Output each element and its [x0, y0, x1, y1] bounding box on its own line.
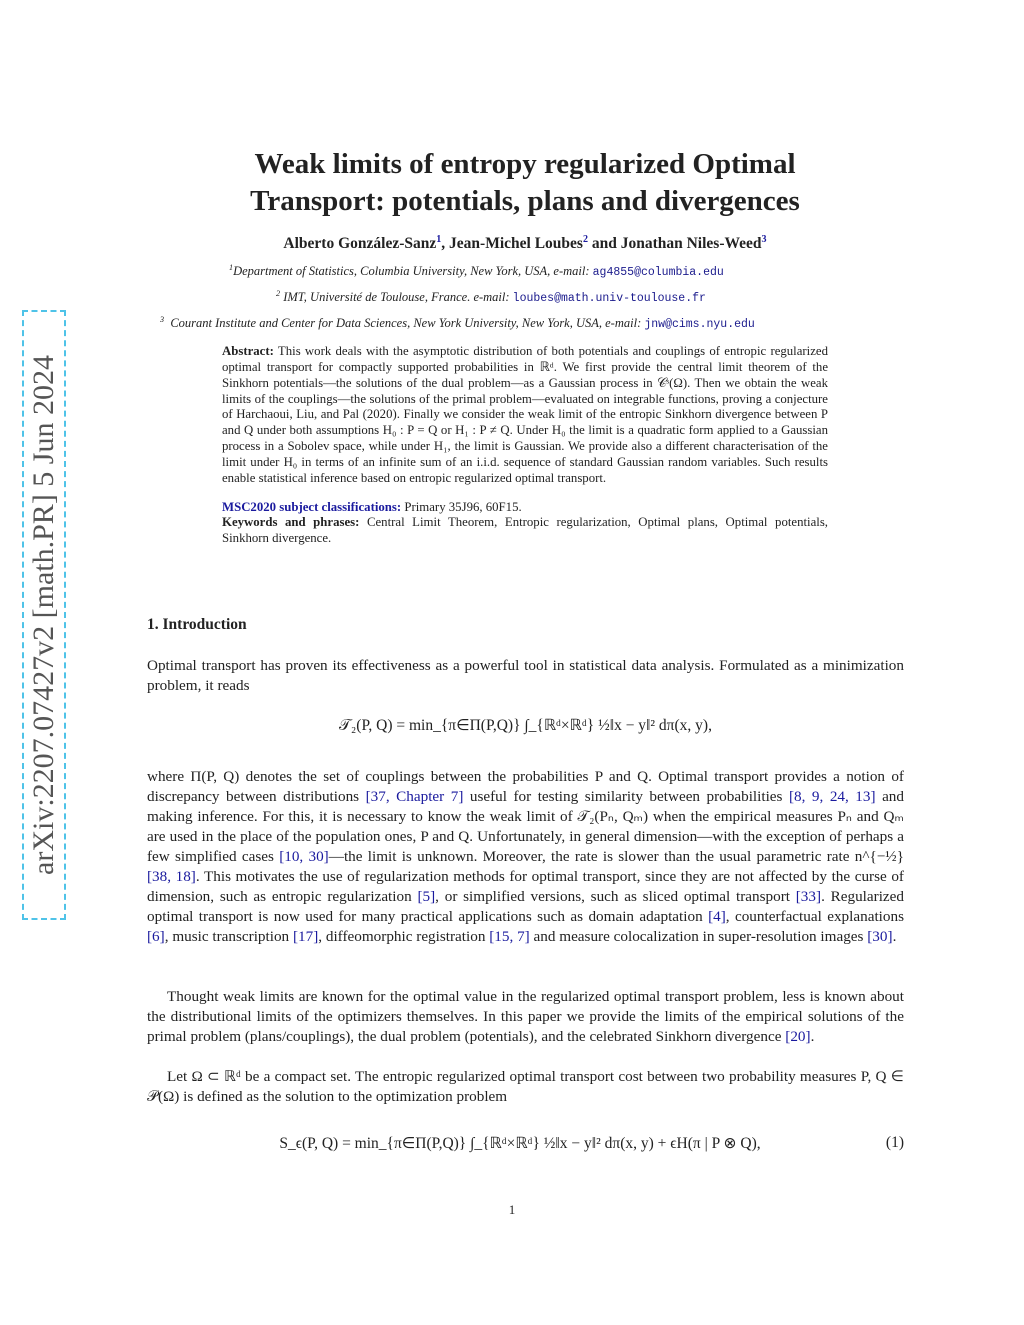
page-number: 1 — [508, 1202, 516, 1217]
email-link[interactable]: loubes@math.univ-toulouse.fr — [512, 292, 706, 306]
text-run: —the limit is unknown. Moreover, the rate is slower than the usual parametric rate n^{−½} — [328, 848, 904, 865]
text-run: , music transcription — [164, 928, 293, 945]
affiliation-2 — [276, 289, 706, 305]
title-line-2: Transport: potentials, plans and divergences — [250, 185, 800, 217]
msc-label[interactable]: MSC2020 subject classifications: — [222, 499, 402, 514]
equation-number: (1) — [885, 1134, 904, 1151]
text-run: , counterfactual explanations — [725, 908, 904, 925]
equation-entropic-ot: S_ϵ(P, Q) = min_{π∈Π(P,Q)} ∫_{ℝᵈ×ℝᵈ} ½‖x − y‖² dπ(x, y) + ϵH(π | P ⊗ Q), — [279, 1135, 761, 1152]
text-run: . — [892, 928, 897, 945]
arxiv-stamp-text: arXiv:2207.07427v2 [math.PR] 5 Jun 2024 — [27, 355, 60, 875]
text-run: and measure colocalization in super-resolution images — [529, 928, 868, 945]
citation-link[interactable]: [8, 9, 24, 13] — [788, 788, 876, 805]
citation-link[interactable]: [4] — [708, 908, 726, 925]
author-separator: and — [587, 235, 621, 253]
citation-link[interactable]: [30] — [867, 928, 893, 945]
author-name: Jonathan Niles-Weed — [620, 235, 762, 253]
affiliation-mark: 3 — [160, 315, 165, 324]
arxiv-stamp — [22, 310, 66, 920]
citation-link[interactable]: [37, Chapter 7] — [365, 788, 464, 805]
citation-link[interactable]: [5] — [417, 888, 436, 905]
abstract-text: This work deals with the asymptotic distribution of both potentials and couplings of entropic regularized optimal transport for compactly supported probabilities in ℝᵈ. We first provide the central limit theorem of the Sinkhorn potentials—the solutions of the dual problem—as a Gaussian process in 𝒞ˢ(Ω). Then we obtain the weak limits of the couplings—the solutions of the primal problem—evaluated on integrable functions, proving a conjecture of Harchaoui, Liu, and Pal (2020). Finally we consider the weak limit of the entropic Sinkhorn divergence between P and Q under both assumptions H₀ : P = Q or H₁ : P ≠ Q. Under H₀ the limit is a quadratic form applied to a Gaussian process in a Sobolev space, while under H₁, the limit is Gaussian. We provide also a different characterisation of the limit under H₀ in terms of an infinite sum of an i.i.d. sequence of standard Gaussian random variables. Such results enable statistical inference based on entropic regularized optimal transport. — [222, 344, 828, 485]
email-link[interactable]: ag4855@columbia.edu — [592, 266, 724, 280]
author-name: Jean-Michel Loubes — [449, 235, 583, 253]
affiliation-mark: 2 — [276, 289, 281, 298]
affiliation-text: Department of Statistics, Columbia University, New York, USA, e-mail: — [233, 264, 593, 279]
citation-link[interactable]: [10, 30] — [279, 848, 329, 865]
text-run: where Π(P, Q) denotes the set of couplings between the probabilities P and Q. Optimal transport provides a notion of discrepancy between distributions — [147, 768, 904, 805]
section-heading: 1. Introduction — [147, 616, 247, 633]
affiliation-mark: 1 — [229, 263, 234, 272]
paper-title — [150, 146, 900, 220]
citation-link[interactable]: [17] — [292, 928, 319, 945]
abstract — [222, 344, 828, 547]
citation-link[interactable]: [20] — [785, 1028, 811, 1045]
text-run: . Regularized optimal transport is now used for many practical applications such as domain adaptation — [147, 888, 904, 925]
author-mark[interactable]: 3 — [761, 234, 767, 245]
author-name: Alberto González-Sanz — [283, 235, 437, 253]
abstract-label: Abstract: — [222, 344, 274, 358]
author-list — [150, 234, 900, 253]
title-line-1: Weak limits of entropy regularized Optimal — [254, 148, 796, 180]
equation-ot: 𝒯₂(P, Q) = min_{π∈Π(P,Q)} ∫_{ℝᵈ×ℝᵈ} ½‖x − y‖² dπ(x, y), — [339, 717, 712, 734]
text-run: and making inference. For this, it is necessary to know the weak limit of 𝒯₂(Pₙ, Qₘ) when the empirical measures Pₙ and Qₘ are used in the place of the population ones, P and Q. Unfortunately, in general dimension—with the exception of perhaps a few simplified cases — [147, 788, 904, 865]
author-mark[interactable]: 1 — [436, 234, 442, 245]
text-run: . — [810, 1028, 815, 1045]
citation-link[interactable]: [33] — [795, 888, 822, 905]
citation-link[interactable]: [38, 18] — [147, 868, 196, 885]
intro-paragraph-1: Optimal transport has proven its effectiveness as a powerful tool in statistical data analysis. Formulated as a minimization problem, it reads — [147, 657, 904, 694]
keywords-label: Keywords and phrases: — [222, 515, 360, 530]
text-run: Thought weak limits are known for the optimal value in the regularized optimal transport problem, less is known about the distributional limits of the optimizers themselves. In this paper we provide the limits of the empirical solutions of the primal problem (plans/couplings), the dual problem (potentials), and the celebrated Sinkhorn divergence — [147, 988, 904, 1045]
msc-line — [222, 500, 828, 516]
affiliation-1 — [229, 263, 724, 279]
intro-paragraph-3 — [147, 987, 904, 1047]
author-mark[interactable]: 2 — [582, 234, 588, 245]
keywords-line — [222, 515, 828, 547]
keywords-text: Central Limit Theorem, Entropic regularization, Optimal plans, Optimal potentials, Sinkhorn divergence. — [222, 515, 828, 546]
affiliation-text: Courant Institute and Center for Data Sciences, New York University, New York, USA, e-mail: — [170, 316, 645, 331]
intro-paragraph-2 — [147, 767, 904, 947]
citation-link[interactable]: [15, 7] — [489, 928, 530, 945]
citation-link[interactable]: [6] — [147, 928, 165, 945]
msc-text: Primary 35J96, 60F15. — [404, 499, 522, 514]
email-link[interactable]: jnw@cims.nyu.edu — [644, 318, 755, 332]
text-run: , or simplified versions, such as sliced optimal transport — [435, 888, 796, 905]
affiliation-3 — [160, 315, 755, 331]
intro-paragraph-4: Let Ω ⊂ ℝᵈ be a compact set. The entropic regularized optimal transport cost between two probability measures P, Q ∈ 𝒫(Ω) is defined as the solution to the optimization problem — [147, 1068, 904, 1105]
text-run: , diffeomorphic registration — [318, 928, 490, 945]
author-separator: , — [441, 235, 450, 253]
text-run: useful for testing similarity between probabilities — [463, 788, 789, 805]
text-run: . This motivates the use of regularization methods for optimal transport, since they are not affected by the curse of dimension, such as entropic regularization — [147, 868, 904, 905]
affiliation-text: IMT, Université de Toulouse, France. e-mail: — [283, 290, 513, 305]
